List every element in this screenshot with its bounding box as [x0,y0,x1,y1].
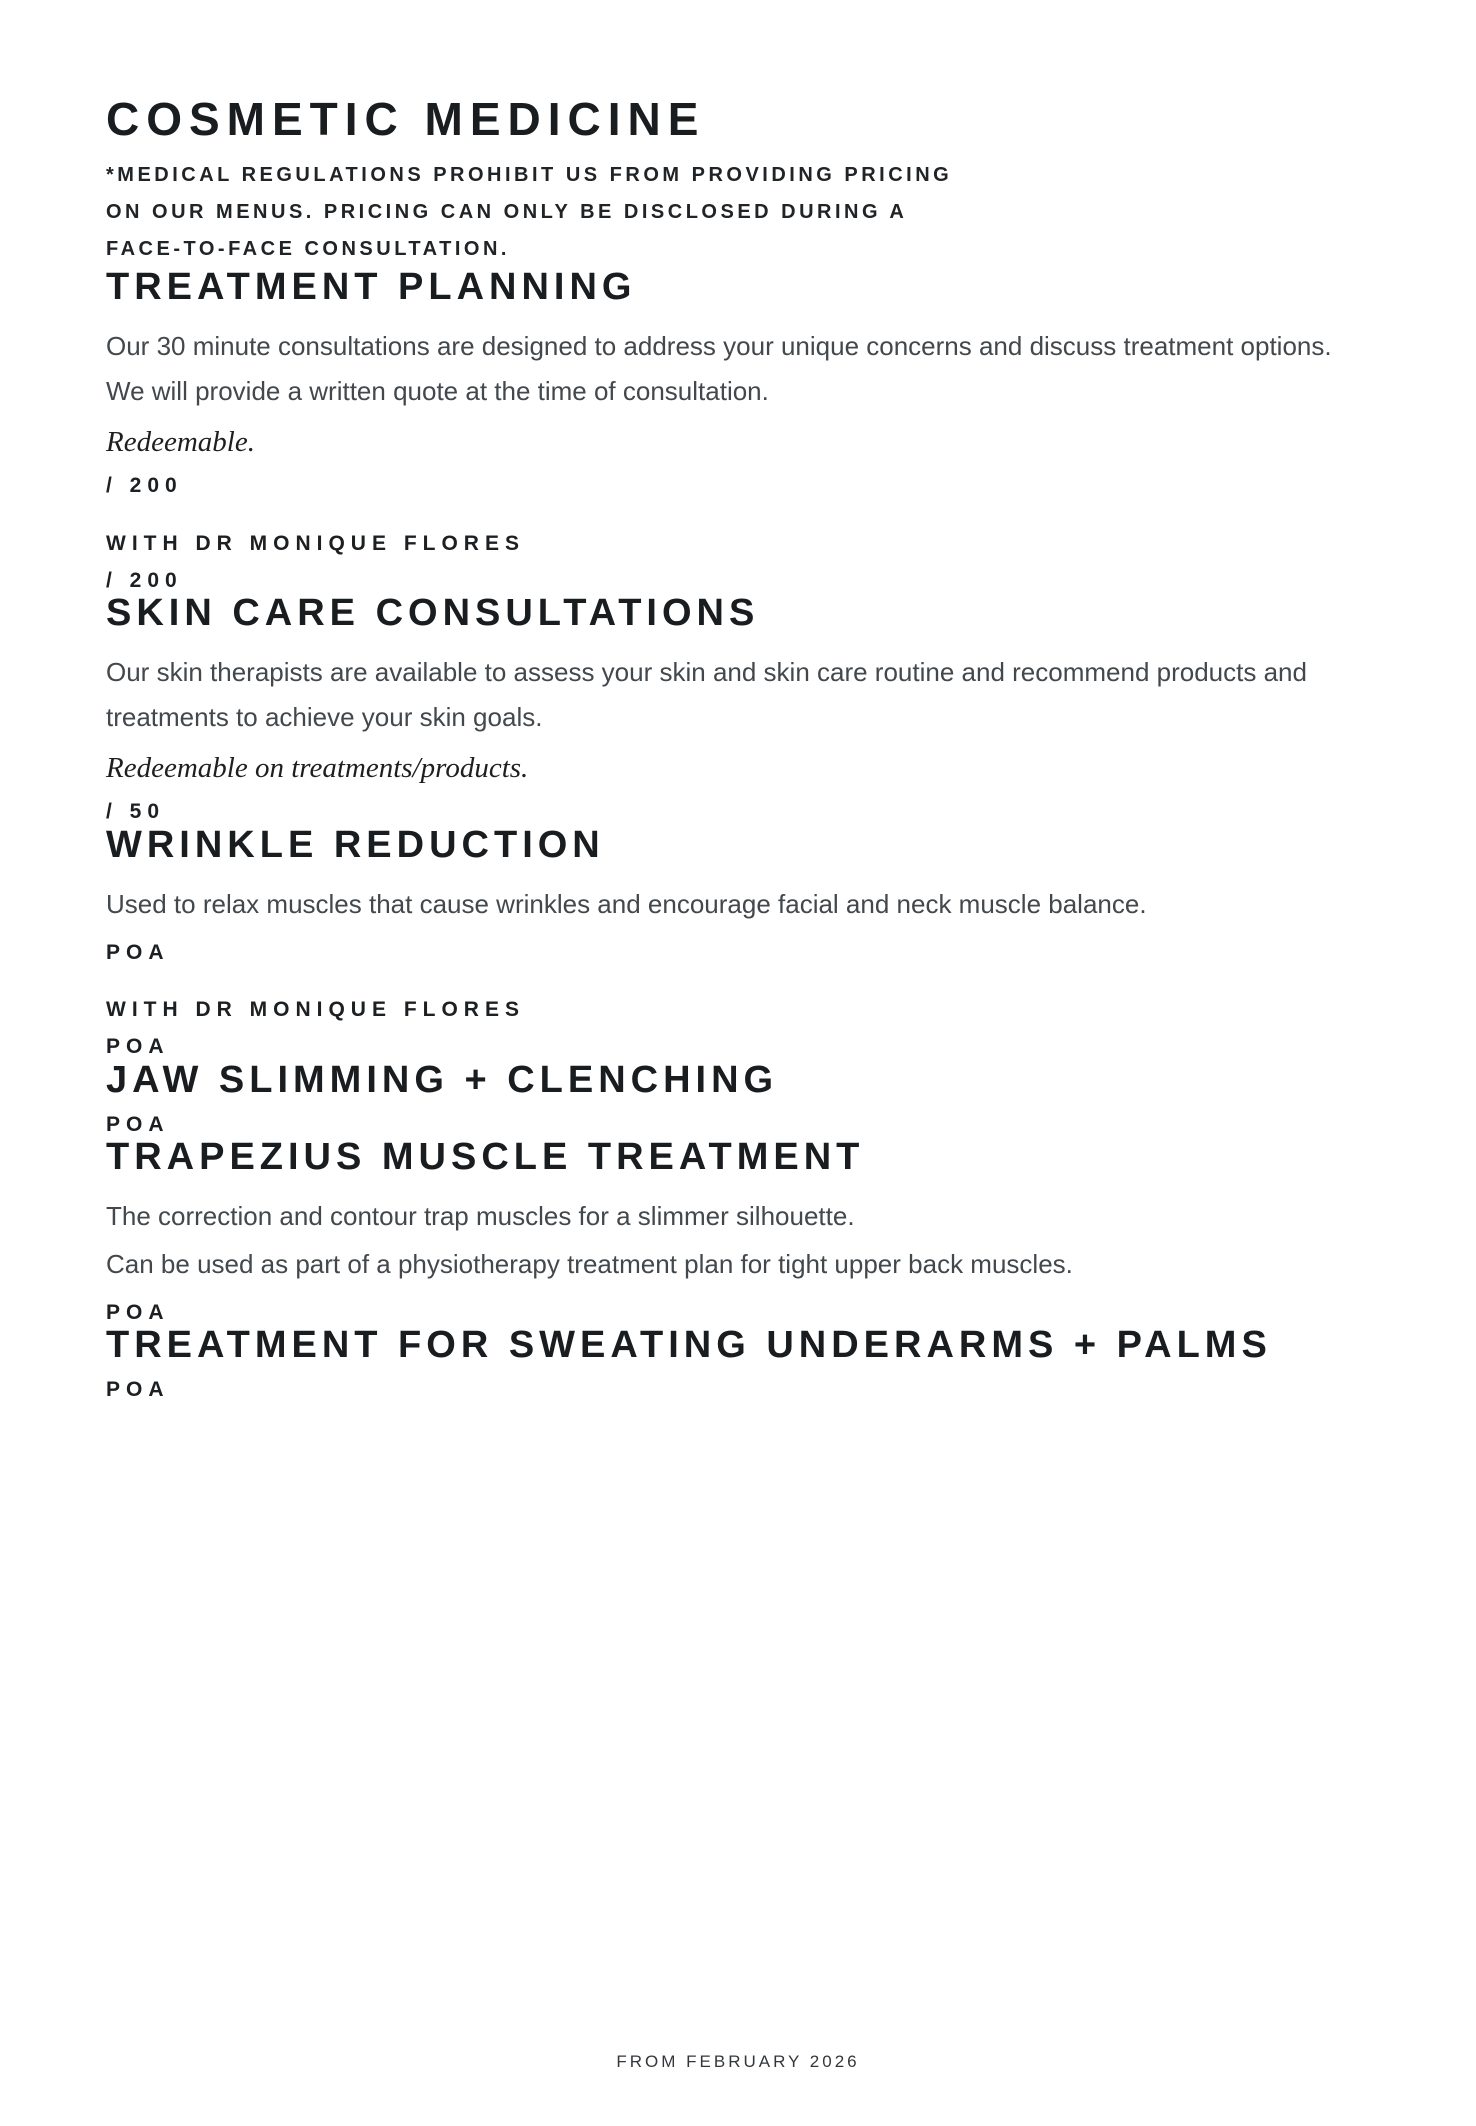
section-treatment-planning [106,268,1370,594]
section-description: Used to relax muscles that cause wrinkles and encourage facial and neck muscle balance. [106,888,1147,919]
price-label: POA [106,1112,170,1136]
practitioner-option [106,996,1370,1061]
section-heading: SKIN CARE CONSULTATIONS [106,592,760,635]
practitioner-label: WITH DR MONIQUE FLORES [106,997,525,1021]
price-label: POA [106,1300,170,1324]
section-skin-care-consultations [106,594,1370,826]
disclaimer-line: ON OUR MENUS. PRICING CAN ONLY BE DISCLOSED DURING A [106,201,908,223]
practitioner-price-label: POA [106,1035,170,1059]
section-heading: JAW SLIMMING + CLENCHING [106,1058,779,1101]
redeemable-note: Redeemable on treatments/products. [106,752,529,785]
section-description: The correction and contour trap muscles for a slimmer silhouette. [106,1200,855,1231]
page-title: COSMETIC MEDICINE [106,93,706,145]
section-sweating-underarms-palms [106,1326,1370,1403]
practitioner-price-label: / 200 [106,568,183,592]
price-label: POA [106,940,170,964]
price-label: / 50 [106,800,166,824]
section-wrinkle-reduction [106,823,1370,1061]
section-heading: WRINKLE REDUCTION [106,823,605,866]
price-label: / 200 [106,474,183,498]
section-jaw-slimming-clenching [106,1058,1370,1138]
pricing-disclaimer [106,157,1370,268]
section-description: Our skin therapists are available to assess your skin and skin care routine and recommend products and treatments to achieve your skin goals. [106,657,1307,733]
practitioner-label: WITH DR MONIQUE FLORES [106,531,525,555]
price-label: POA [106,1378,170,1402]
section-description: Our 30 minute consultations are designed to address your unique concerns and discuss treatment options. We will provide a written quote at the time of consultation. [106,331,1332,406]
section-heading: TREATMENT FOR SWEATING UNDERARMS + PALMS [106,1324,1272,1367]
section-heading: TREATMENT PLANNING [106,266,637,308]
practitioner-option [106,530,1370,595]
footer-note: FROM FEBRUARY 2026 [616,2052,860,2071]
redeemable-note: Redeemable. [106,426,255,458]
section-heading: TRAPEZIUS MUSCLE TREATMENT [106,1135,865,1178]
disclaimer-line: *MEDICAL REGULATIONS PROHIBIT US FROM PROVIDING PRICING [106,164,953,186]
disclaimer-line: FACE-TO-FACE CONSULTATION. [106,238,510,260]
section-trapezius-muscle-treatment [106,1135,1370,1326]
section-description: Can be used as part of a physiotherapy treatment plan for tight upper back muscles. [106,1248,1073,1279]
